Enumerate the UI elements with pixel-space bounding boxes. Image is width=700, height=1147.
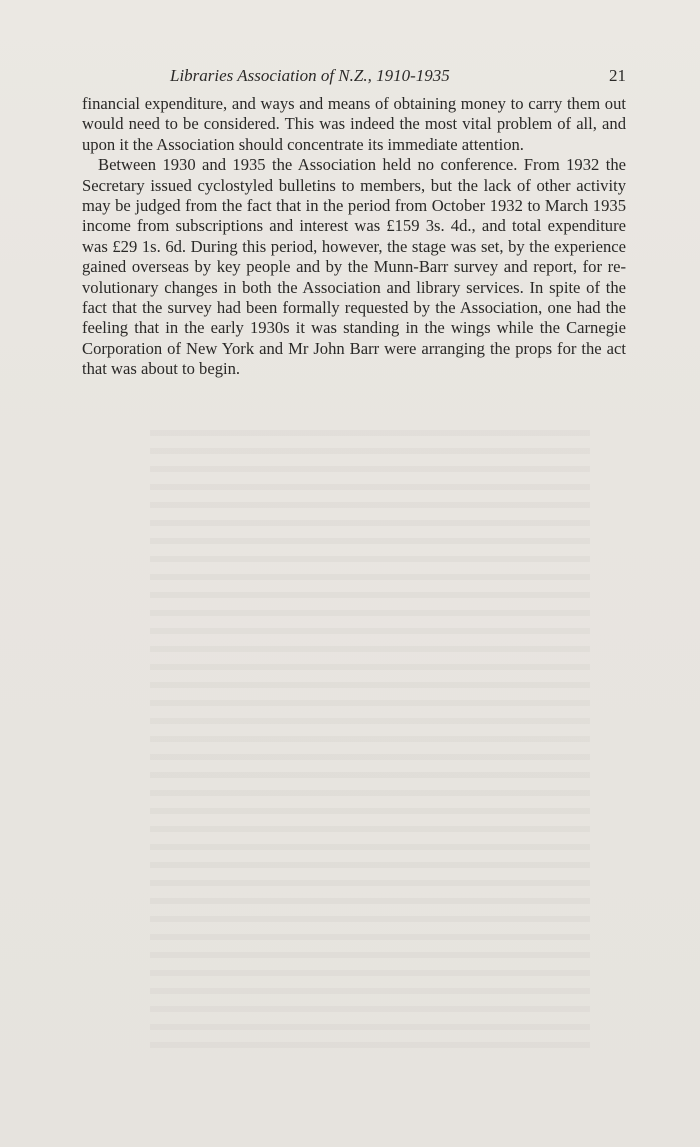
paragraph: Between 1930 and 1935 the Association held no conference. From 1932 the Secretary issued cyclostyled bulletins to members, but the lack of other activity may be judged from the fact that in the period from October 1932 to March 1935 income from subscriptions and interest was £159 3s. 4d., and total expenditure was £29 1s. 6d. During this period, however, the stage was set, by the experience gained overseas by key people and by the Munn-Barr survey and report, for revolutionary changes in both the Association and library services. In spite of the fact that the survey had been formally requested by the Association, one had the feeling that in the early 1930s it was standing in the wings while the Carnegie Corporation of New York and Mr John Barr were arranging the props for the act that was about to begin. bbox=[82, 155, 626, 379]
page-number: 21 bbox=[609, 66, 626, 85]
page-header bbox=[82, 66, 626, 90]
running-head: Libraries Association of N.Z., 1910-1935 bbox=[170, 66, 450, 85]
show-through-texture bbox=[150, 430, 590, 1050]
body-text bbox=[82, 94, 626, 380]
paragraph-continuation: financial expenditure, and ways and means of obtaining money to carry them out would need to be considered. This was indeed the most vital problem of all, and upon it the Association should concentrate its immediate attention. bbox=[82, 94, 626, 154]
